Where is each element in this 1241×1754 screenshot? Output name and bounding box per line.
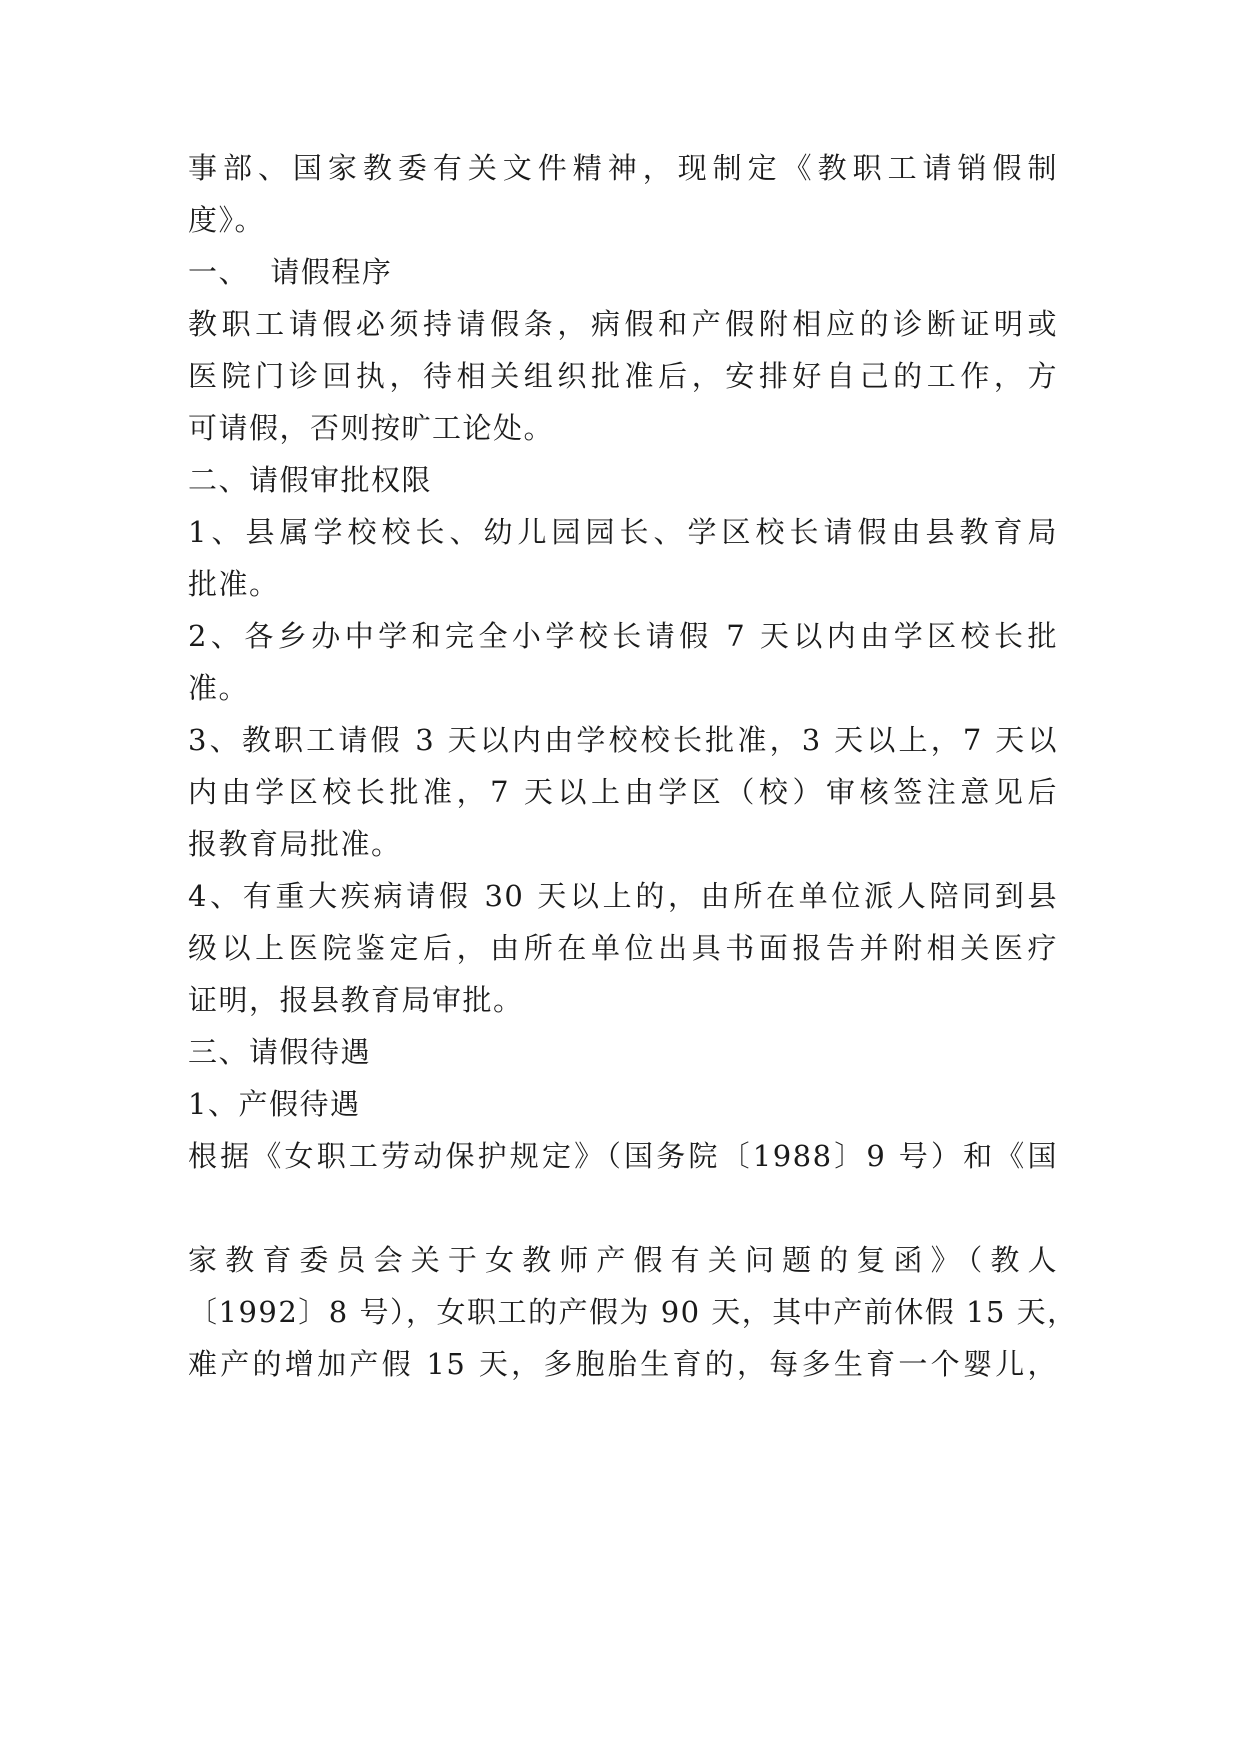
section-heading: 三、请假待遇 — [188, 1035, 372, 1069]
text-line: 级以上医院鉴定后，由所在单位出具书面报告并附相关医疗 — [188, 931, 1058, 965]
text-line: 4、有重大疾病请假 30 天以上的，由所在单位派人陪同到县 — [188, 879, 1058, 913]
text-line: 〔1992〕8 号），女职工的产假为 90 天，其中产前休假 15 天， — [188, 1295, 1078, 1329]
subsection-heading: 1、产假待遇 — [188, 1087, 361, 1121]
text-line: 准。 — [188, 671, 250, 705]
text-line: 内由学区校长批准，7 天以上由学区（校）审核签注意见后 — [188, 775, 1058, 809]
text-line: 事部、国家教委有关文件精神，现制定《教职工请销假制 — [188, 151, 1058, 185]
text-line: 教职工请假必须持请假条，病假和产假附相应的诊断证明或 — [188, 307, 1058, 341]
text-line: 可请假，否则按旷工论处。 — [188, 411, 555, 445]
text-line: 难产的增加产假 15 天，多胞胎生育的，每多生育一个婴儿， — [188, 1347, 1058, 1381]
section-heading: 二、请假审批权限 — [188, 463, 433, 497]
text-line: 1、县属学校校长、幼儿园园长、学区校长请假由县教育局 — [188, 515, 1058, 549]
text-line: 3、教职工请假 3 天以内由学校校长批准，3 天以上，7 天以 — [188, 723, 1058, 757]
text-line: 报教育局批准。 — [188, 827, 402, 861]
text-line: 根据《女职工劳动保护规定》（国务院〔1988〕9 号）和《国 — [188, 1139, 1058, 1173]
text-line: 家教育委员会关于女教师产假有关问题的复函》（教人 — [188, 1243, 1058, 1277]
text-line: 度》。 — [188, 203, 266, 237]
text-line: 医院门诊回执，待相关组织批准后，安排好自己的工作，方 — [188, 359, 1058, 393]
section-heading: 一、 请假程序 — [188, 255, 393, 289]
text-line: 证明，报县教育局审批。 — [188, 983, 524, 1017]
text-line: 批准。 — [188, 567, 280, 601]
text-line: 2、各乡办中学和完全小学校长请假 7 天以内由学区校长批 — [188, 619, 1058, 653]
